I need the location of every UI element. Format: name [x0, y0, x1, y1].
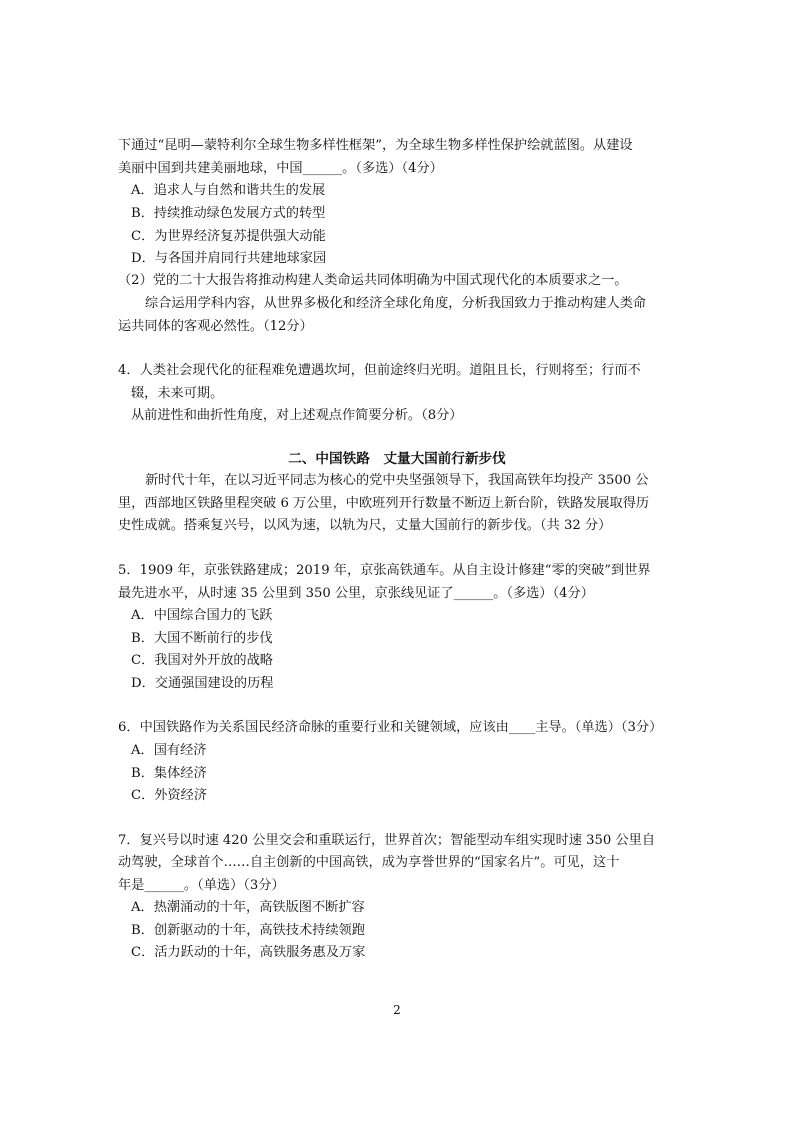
- q3-option-a: A．追求人与自然和谐共生的发展: [131, 183, 326, 198]
- q6-line-1: 6．中国铁路作为关系国民经济命脉的重要行业和关键领域，应该由____主导。（单选）（3分）: [118, 720, 663, 735]
- section-title: 二、中国铁路 丈量大国前行新步伐: [288, 451, 506, 467]
- section-intro-line-1: 新时代十年，在以习近平同志为核心的党中央坚强领导下，我国高铁年均投产 3500 公: [145, 473, 649, 488]
- section-intro-line-3: 史性成就。搭乘复兴号，以风为速，以轨为尺，丈量大国前行的新步伐。（共 32 分）: [118, 518, 612, 533]
- q4-line-3: 从前进性和曲折性角度，对上述观点作简要分析。（8分）: [131, 408, 463, 423]
- q7-line-3: 年是______。（单选）（3分）: [118, 878, 285, 893]
- q6-option-c: C．外资经济: [131, 788, 208, 803]
- q5-line-1: 5．1909 年，京张铁路建成；2019 年，京张高铁通车。从自主设计修建“零的突破”到世界: [118, 563, 651, 578]
- q6-option-a: A．国有经济: [131, 743, 207, 758]
- q4-line-2: 辍，未来可期。: [131, 386, 224, 401]
- q5-option-b: B．大国不断前行的步伐: [131, 631, 273, 646]
- q7-option-c: C．活力跃动的十年，高铁服务惠及万家: [131, 945, 366, 960]
- q5-line-2: 最先进水平，从时速 35 公里到 350 公里，京张线见证了______。（多选）（4分）: [118, 586, 594, 601]
- q3-stem-line-2: 美丽中国到共建美丽地球，中国______。（多选）（4分）: [118, 161, 443, 176]
- q7-line-2: 动驾驶，全球首个……自主创新的中国高铁，成为享誉世界的“国家名片”。可见，这十: [118, 855, 620, 870]
- q5-option-a: A．中国综合国力的飞跃: [131, 608, 273, 623]
- page-number: 2: [393, 1003, 401, 1017]
- q7-line-1: 7．复兴号以时速 420 公里交会和重联运行，世界首次；智能型动车组实现时速 350 公里自: [118, 833, 656, 848]
- q3-sub2-line-2: 综合运用学科内容，从世界多极化和经济全球化角度，分析我国致力于推动构建人类命: [145, 296, 647, 311]
- q6-option-b: B．集体经济: [131, 766, 207, 781]
- q5-option-c: C．我国对外开放的战略: [131, 653, 273, 668]
- q3-option-d: D．与各国并肩同行共建地球家园: [131, 251, 327, 266]
- section-intro-line-2: 里，西部地区铁路里程突破 6 万公里，中欧班列开行数量不断迈上新台阶，铁路发展取得历: [118, 496, 650, 511]
- q3-option-b: B．持续推动绿色发展方式的转型: [131, 206, 326, 221]
- q7-option-a: A．热潮涌动的十年，高铁版图不断扩容: [131, 900, 365, 915]
- q7-option-b: B．创新驱动的十年，高铁技术持续领跑: [131, 923, 365, 938]
- q3-sub2-line-1: （2）党的二十大报告将推动构建人类命运共同体明确为中国式现代化的本质要求之一。: [118, 273, 628, 288]
- q5-option-d: D．交通强国建设的历程: [131, 676, 274, 691]
- q3-sub2-line-3: 运共同体的客观必然性。（12分）: [118, 319, 313, 334]
- q4-line-1: 4．人类社会现代化的征程难免遭遇坎坷，但前途终归光明。道阻且长，行则将至；行而不: [118, 363, 641, 378]
- q3-stem-line-1: 下通过“昆明—蒙特利尔全球生物多样性框架”，为全球生物多样性保护绘就蓝图。从建设: [118, 138, 633, 153]
- q3-option-c: C．为世界经济复苏提供强大动能: [131, 229, 326, 244]
